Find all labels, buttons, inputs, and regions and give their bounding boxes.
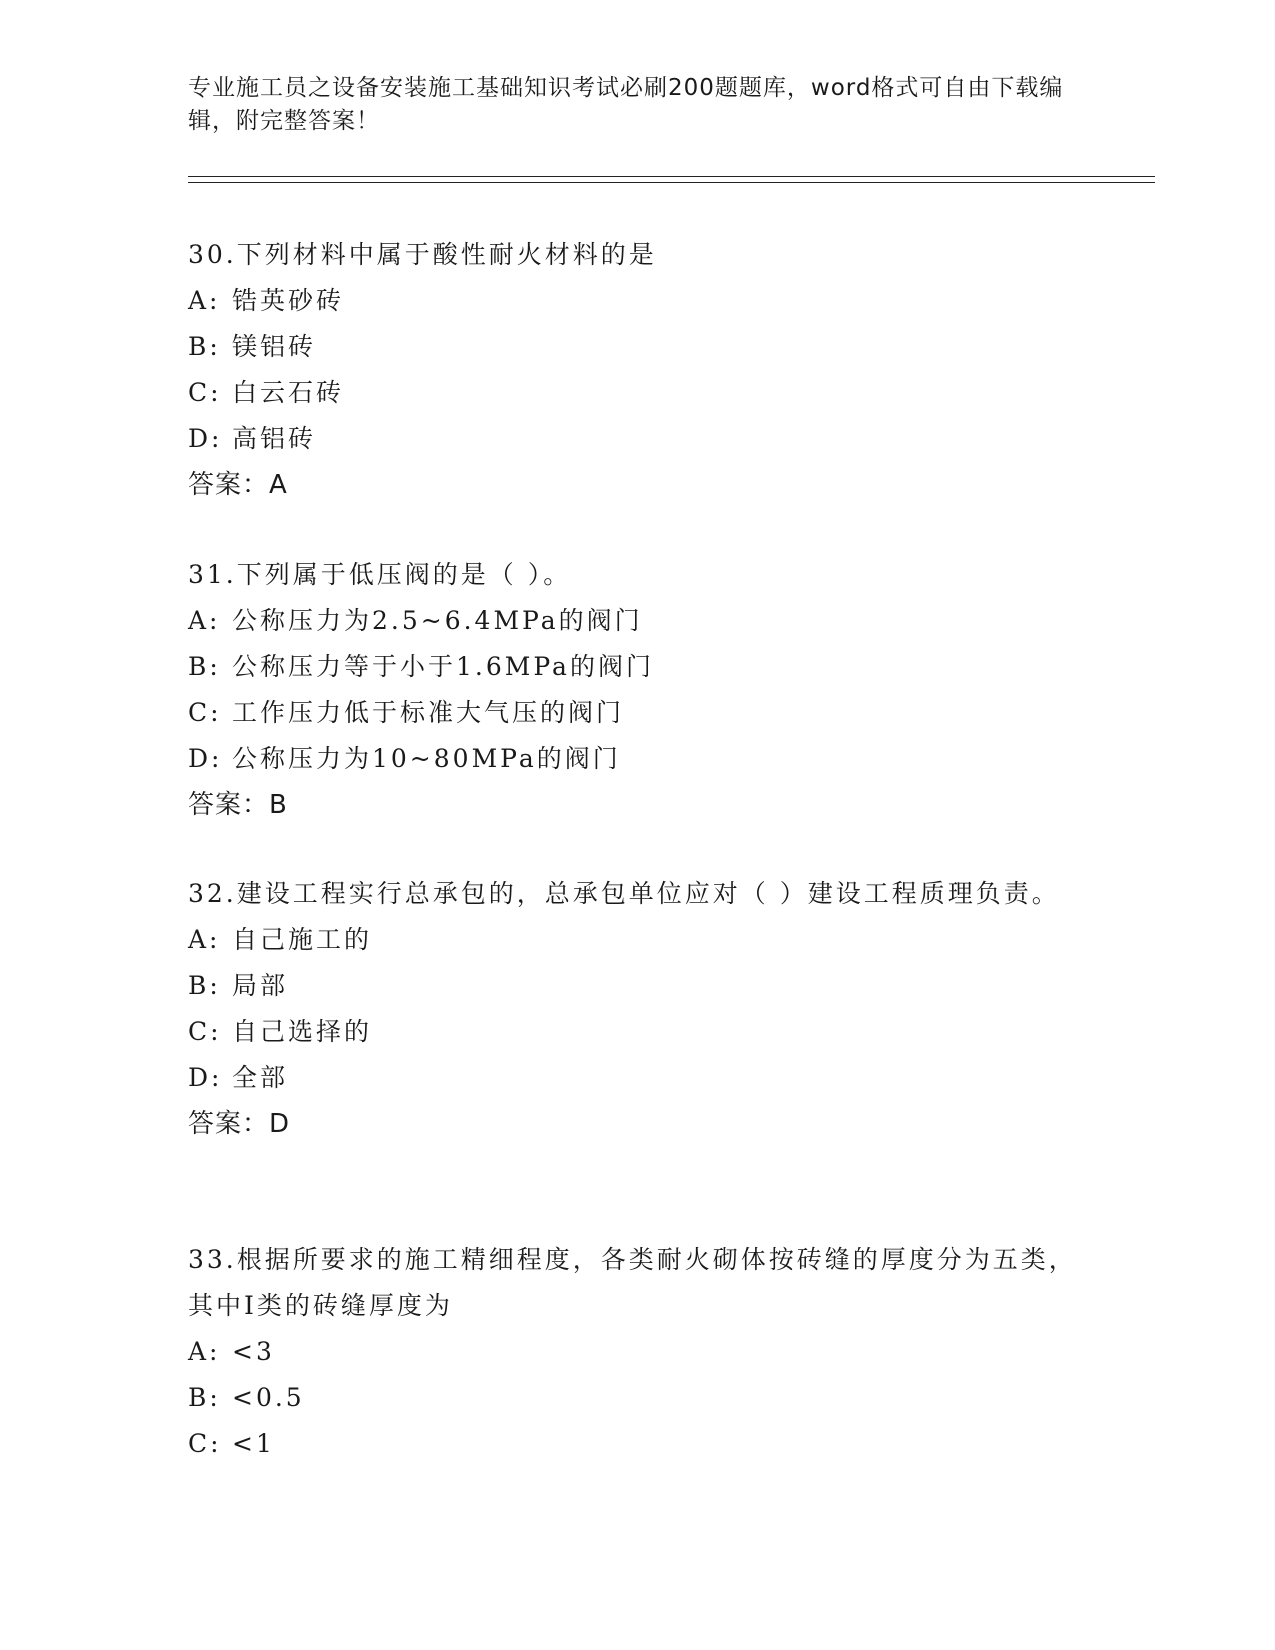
- option-d: [188, 736, 1088, 782]
- answer-line: 答案：A: [188, 470, 288, 500]
- option-a: [188, 278, 1088, 324]
- option-b: [188, 1375, 1088, 1421]
- option-text: <0.5: [232, 1383, 305, 1412]
- document-header: 专业施工员之设备安装施工基础知识考试必刷200题题库，word格式可自由下载编辑，附完整答案！: [188, 75, 1064, 134]
- option-label: A:: [188, 1337, 221, 1366]
- option-label: B:: [188, 971, 221, 1000]
- option-text: 高铝砖: [232, 424, 317, 453]
- option-a: [188, 598, 1088, 644]
- question-stem: 33.根据所要求的施工精细程度，各类耐火砌体按砖缝的厚度分为五类，其中Ⅰ类的砖缝厚度为: [188, 1245, 1077, 1320]
- option-text: <3: [232, 1337, 275, 1366]
- option-label: A:: [188, 925, 221, 954]
- option-b: [188, 644, 1088, 690]
- option-a: [188, 1329, 1088, 1375]
- option-c: [188, 1421, 1088, 1467]
- option-text: 公称压力等于小于1.6MPa的阀门: [232, 652, 654, 681]
- option-label: C:: [188, 698, 222, 727]
- option-label: C:: [188, 1429, 222, 1458]
- option-text: 公称压力为10~80MPa的阀门: [232, 744, 621, 773]
- answer-line: 答案：D: [188, 1109, 291, 1139]
- answer-line: 答案：B: [188, 790, 288, 820]
- option-text: 局部: [232, 971, 289, 1000]
- option-b: [188, 324, 1088, 370]
- header-divider-bottom: [188, 182, 1155, 183]
- option-text: 自己选择的: [232, 1017, 373, 1046]
- question-stem: 31.下列属于低压阀的是（ ）。: [188, 560, 572, 589]
- option-text: 锆英砂砖: [232, 286, 345, 315]
- option-text: 自己施工的: [232, 925, 373, 954]
- question-31: [188, 552, 1088, 828]
- option-b: [188, 963, 1088, 1009]
- option-c: [188, 1009, 1088, 1055]
- option-text: 公称压力为2.5~6.4MPa的阀门: [232, 606, 643, 635]
- option-label: B:: [188, 1383, 221, 1412]
- question-stem: 32.建设工程实行总承包的，总承包单位应对（ ）建设工程质理负责。: [188, 879, 1060, 908]
- option-text: <1: [232, 1429, 275, 1458]
- option-label: A:: [188, 606, 221, 635]
- option-label: B:: [188, 332, 221, 361]
- option-text: 工作压力低于标准大气压的阀门: [232, 698, 625, 727]
- option-c: [188, 690, 1088, 736]
- option-c: [188, 370, 1088, 416]
- question-33: [188, 1237, 1088, 1467]
- question-30: [188, 232, 1088, 508]
- option-label: A:: [188, 286, 221, 315]
- option-d: [188, 416, 1088, 462]
- option-a: [188, 917, 1088, 963]
- option-text: 白云石砖: [232, 378, 345, 407]
- option-text: 镁铝砖: [232, 332, 317, 361]
- question-32: [188, 871, 1088, 1147]
- option-label: C:: [188, 1017, 222, 1046]
- option-text: 全部: [232, 1063, 289, 1092]
- question-stem: 30.下列材料中属于酸性耐火材料的是: [188, 240, 657, 269]
- header-divider-top: [188, 176, 1155, 177]
- option-label: B:: [188, 652, 221, 681]
- option-label: D:: [188, 744, 223, 773]
- option-label: D:: [188, 424, 223, 453]
- option-d: [188, 1055, 1088, 1101]
- option-label: C:: [188, 378, 222, 407]
- option-label: D:: [188, 1063, 223, 1092]
